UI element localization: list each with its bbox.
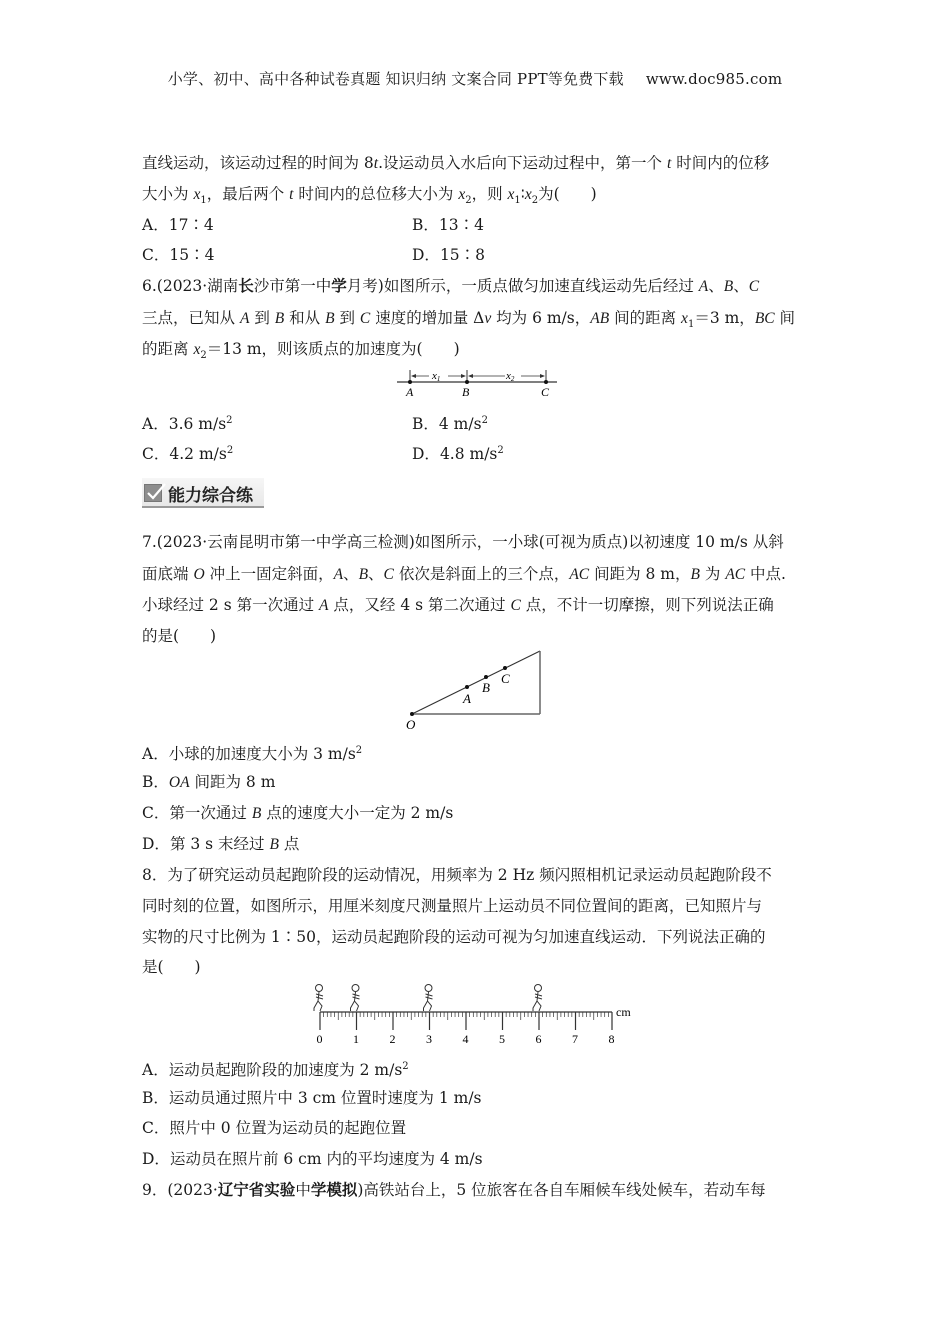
point-c	[503, 666, 507, 670]
q9-line-1: 9．(2023·辽宁省实验中学模拟)高铁站台上，5 位旅客在各自车厢候车线处候车，若动车每	[142, 1180, 766, 1199]
q5-option-b[interactable]: B．13∶4	[412, 216, 484, 234]
label-b: B	[462, 385, 470, 399]
point-a	[465, 685, 469, 689]
q7-incline-diagram	[400, 645, 550, 735]
q6-line-diagram	[395, 364, 565, 400]
header-banner: 小学、初中、高中各种试卷真题 知识归纳 文案合同 PPT等免费下载	[167, 70, 624, 88]
runner-figure	[351, 985, 360, 1012]
q6-option-a[interactable]: A．3.6 $m/s^2$	[142, 415, 233, 434]
q7-line-1: 7.(2023·云南昆明市第一中学高三检测)如图所示，一小球(可视为质点)以初速度 10 m/s 从斜	[142, 533, 784, 551]
ruler-tick-label: 7	[572, 1032, 578, 1044]
q6-line-3: 的距离 $x_2=13$ m，则该质点的加速度为( )	[142, 340, 460, 362]
ruler-tick-label: 1	[353, 1032, 359, 1044]
q5-line-2: 大小为 $x_1$，最后两个 t 时间内的总位移大小为 $x_2$，则 $x_1∶x_2$为( )	[142, 185, 597, 207]
q8-line-3: 实物的尺寸比例为 1∶50，运动员起跑阶段的运动可视为匀加速直线运动．下列说法正确的	[142, 928, 766, 946]
q7-line-4: 的是( )	[142, 627, 217, 645]
q5-option-d[interactable]: D．15∶8	[412, 246, 486, 264]
section-title: 能力综合练	[168, 486, 253, 506]
q8-line-4: 是( )	[142, 958, 201, 976]
q6-option-d[interactable]: D．4.8 $m/s^2$	[412, 445, 504, 464]
ruler-tick-label: 6	[535, 1032, 542, 1044]
ruler-tick-label: 8	[608, 1032, 615, 1044]
label-c: C	[501, 671, 510, 686]
q7-option-b[interactable]: B．OA 间距为 8 m	[142, 773, 276, 791]
q5-line-1: 直线运动，该运动过程的时间为 8t.设运动员入水后向下运动过程中，第一个 t 时间内的位移	[142, 154, 770, 172]
checkbox-icon	[144, 484, 162, 502]
runner-figure	[314, 985, 323, 1012]
q8-option-c[interactable]: C．照片中 0 位置为运动员的起跑位置	[142, 1119, 407, 1137]
label-b: B	[482, 680, 490, 695]
point-a	[408, 380, 412, 384]
section-header	[142, 478, 264, 508]
label-x1: x1	[432, 370, 441, 383]
q8-option-b[interactable]: B．运动员通过照片中 3 cm 位置时速度为 1 m/s	[142, 1089, 482, 1107]
label-x2: x2	[506, 370, 515, 383]
q8-ruler-diagram	[300, 982, 645, 1044]
ruler-tick-label: 0	[316, 1032, 323, 1044]
q8-option-d[interactable]: D．运动员在照片前 6 cm 内的平均速度为 4 m/s	[142, 1150, 483, 1168]
point-c	[544, 380, 548, 384]
runner-figure	[533, 985, 542, 1012]
ruler-unit: cm	[616, 1005, 631, 1019]
q6-option-b[interactable]: B．4 $m/s^2$	[412, 415, 488, 434]
runner-figure	[424, 985, 433, 1012]
point-o	[410, 712, 414, 716]
q8-line-2: 同时刻的位置，如图所示，用厘米刻度尺测量照片上运动员不同位置间的距离，已知照片与	[142, 897, 763, 915]
page-header	[0, 68, 950, 89]
label-a: A	[406, 385, 414, 399]
q7-option-d[interactable]: D．第 3 s 末经过 B 点	[142, 835, 300, 853]
label-o: O	[406, 717, 416, 732]
ruler-tick-label: 4	[462, 1032, 469, 1044]
label-c: C	[541, 385, 550, 399]
q5-option-a[interactable]: A．17∶4	[142, 216, 214, 234]
q8-line-1: 8．为了研究运动员起跑阶段的运动情况，用频率为 2 Hz 频闪照相机记录运动员起跑阶段不	[142, 866, 772, 884]
ruler-tick-label: 2	[389, 1032, 396, 1044]
q6-line-2: 三点，已知从 A 到 B 和从 B 到 C 速度的增加量 Δv 均为 6 m/s，AB 间的距离 $x_1=3$ m，BC 间	[142, 309, 796, 331]
point-b	[465, 380, 469, 384]
point-b	[484, 675, 488, 679]
q7-option-a[interactable]: A．小球的加速度大小为 3 $m/s^2$	[142, 745, 363, 764]
q8-option-a[interactable]: A．运动员起跑阶段的加速度为 2 $m/s^2$	[142, 1061, 409, 1080]
q7-line-3: 小球经过 2 s 第一次通过 A 点，又经 4 s 第二次通过 C 点，不计一切摩擦，则下列说法正确	[142, 596, 774, 614]
label-a: A	[463, 691, 471, 706]
q6-line-1: 6.(2023·湖南长沙市第一中学月考)如图所示，一质点做匀加速直线运动先后经过 A、B、C	[142, 276, 760, 295]
header-site: www.doc985.com	[645, 70, 783, 88]
q7-line-2: 面底端 O 冲上一固定斜面，A、B、C 依次是斜面上的三个点，AC 间距为 8 m，B 为 AC 中点.	[142, 565, 786, 583]
ruler-tick-label: 3	[426, 1032, 432, 1044]
ruler-tick-label: 5	[499, 1032, 505, 1044]
q5-option-c[interactable]: C．15∶4	[142, 246, 215, 264]
q7-option-c[interactable]: C．第一次通过 B 点的速度大小一定为 2 m/s	[142, 804, 454, 822]
q6-option-c[interactable]: C．4.2 $m/s^2$	[142, 445, 234, 464]
